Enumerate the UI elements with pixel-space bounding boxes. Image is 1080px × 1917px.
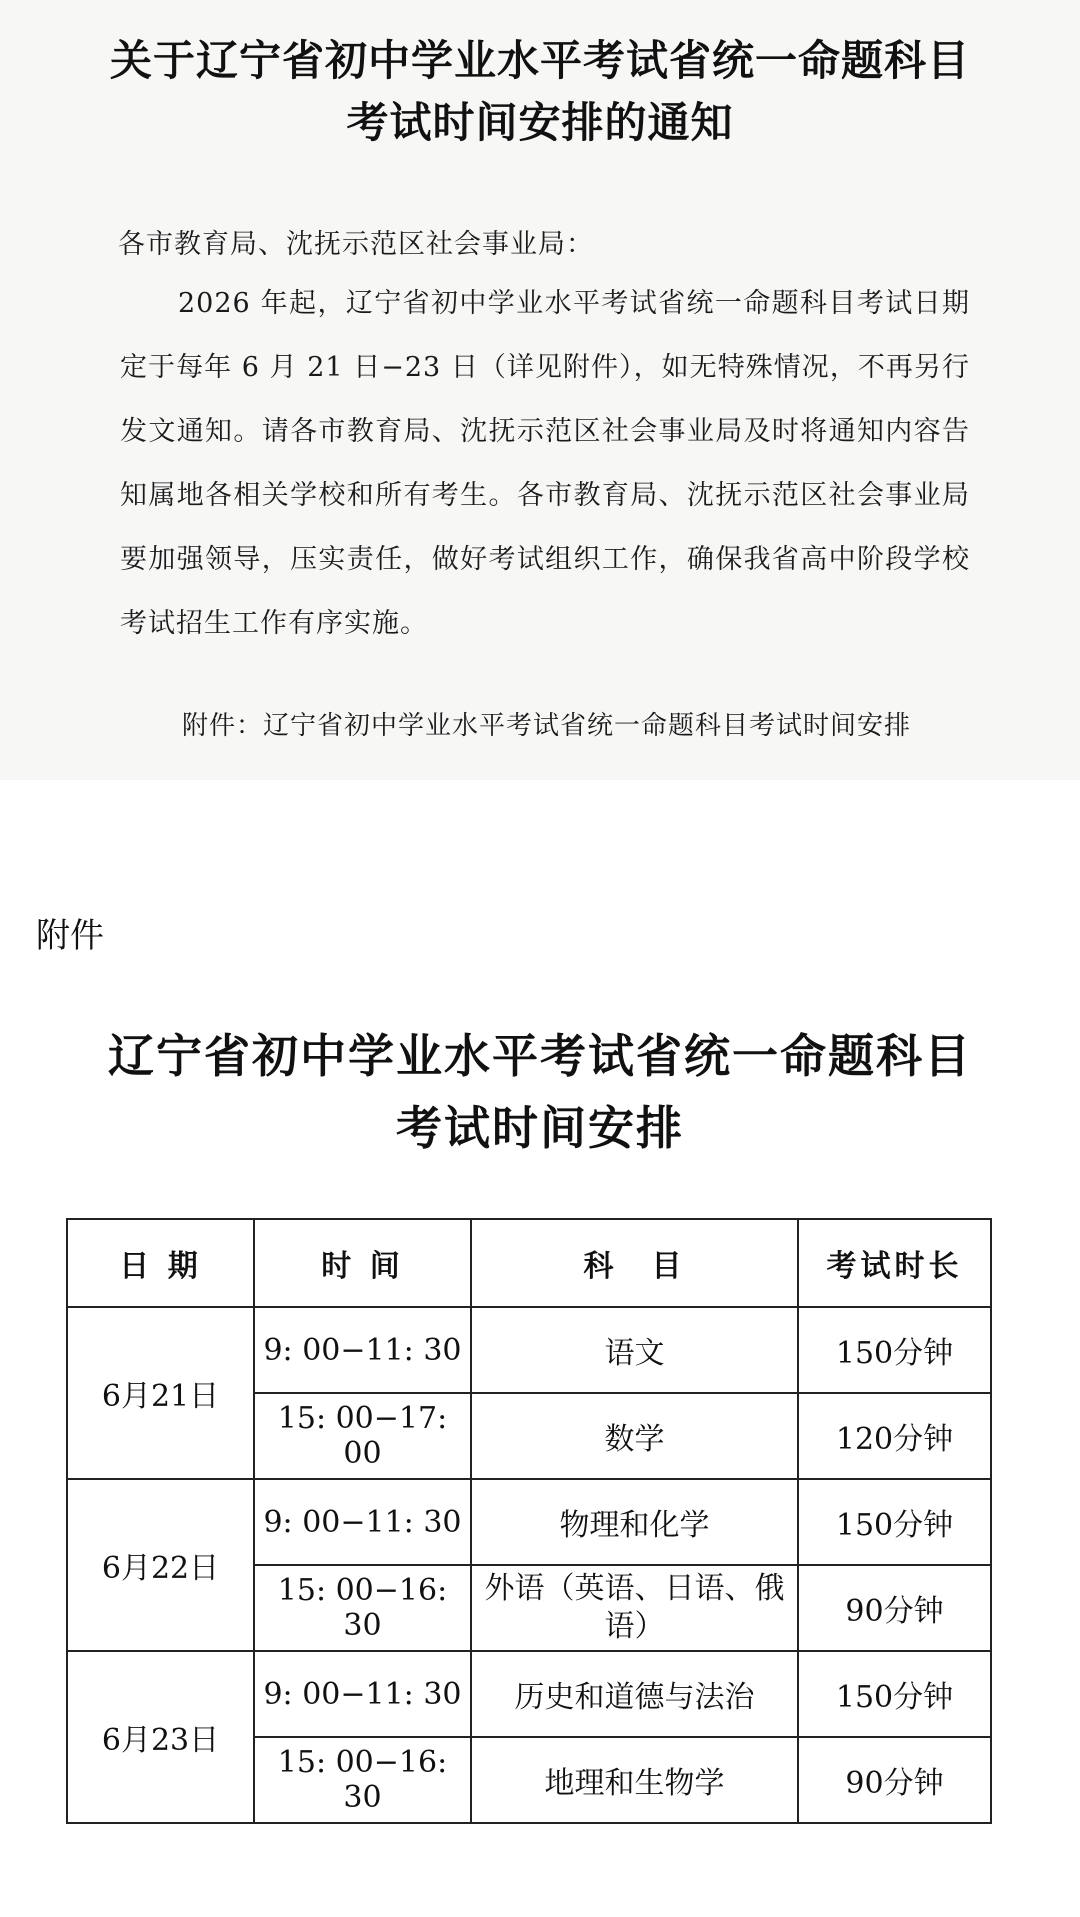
table-header-row [67, 1219, 991, 1307]
exam-schedule-table [66, 1218, 992, 1824]
header-time: 时 间 [254, 1219, 471, 1307]
date-cell: 6月22日 [67, 1479, 254, 1651]
subject-cell: 外语（英语、日语、俄语） [471, 1565, 798, 1651]
table-row [67, 1479, 991, 1565]
subject-cell: 物理和化学 [471, 1479, 798, 1565]
notice-title-line-2: 考试时间安排的通知 [346, 98, 734, 147]
time-cell: 9: 00−11: 30 [254, 1651, 471, 1737]
subject-cell: 语文 [471, 1307, 798, 1393]
duration-cell: 150分钟 [798, 1651, 991, 1737]
table-row [67, 1307, 991, 1393]
duration-cell: 90分钟 [798, 1565, 991, 1651]
notice-title-line-1: 关于辽宁省初中学业水平考试省统一命题科目 [109, 36, 970, 85]
time-cell: 15: 00−16: 30 [254, 1565, 471, 1651]
date-cell: 6月23日 [67, 1651, 254, 1823]
schedule-title-line-2: 考试时间安排 [396, 1101, 684, 1155]
subject-cell: 数学 [471, 1393, 798, 1479]
duration-cell: 120分钟 [798, 1393, 991, 1479]
header-date: 日 期 [67, 1219, 254, 1307]
notice-body: 2026 年起，辽宁省初中学业水平考试省统一命题科目考试日期定于每年 6 月 21 日−23 日（详见附件），如无特殊情况，不再另行发文通知。请各市教育局、沈抚示范区社会事业局及时将通知内容告知属地各相关学校和所有考生。各市教育局、沈抚示范区社会事业局要加强领导，压实责任，做好考试组织工作，确保我省高中阶段学校考试招生工作有序实施。 [120, 288, 970, 639]
duration-cell: 90分钟 [798, 1737, 991, 1823]
schedule-title-line-1: 辽宁省初中学业水平考试省统一命题科目 [108, 1029, 972, 1083]
attachment-note: 附件：辽宁省初中学业水平考试省统一命题科目考试时间安排 [182, 711, 912, 741]
duration-cell: 150分钟 [798, 1307, 991, 1393]
time-cell: 9: 00−11: 30 [254, 1479, 471, 1565]
table-row [67, 1651, 991, 1737]
time-cell: 9: 00−11: 30 [254, 1307, 471, 1393]
header-subject: 科 目 [471, 1219, 798, 1307]
annex-label: 附件 [36, 916, 104, 956]
subject-cell: 地理和生物学 [471, 1737, 798, 1823]
time-cell: 15: 00−17: 00 [254, 1393, 471, 1479]
date-cell: 6月21日 [67, 1307, 254, 1479]
subject-cell: 历史和道德与法治 [471, 1651, 798, 1737]
time-cell: 15: 00−16: 30 [254, 1737, 471, 1823]
notice-sheet [0, 0, 1080, 780]
duration-cell: 150分钟 [798, 1479, 991, 1565]
header-duration: 考试时长 [798, 1219, 991, 1307]
addressee: 各市教育局、沈抚示范区社会事业局： [118, 229, 594, 260]
